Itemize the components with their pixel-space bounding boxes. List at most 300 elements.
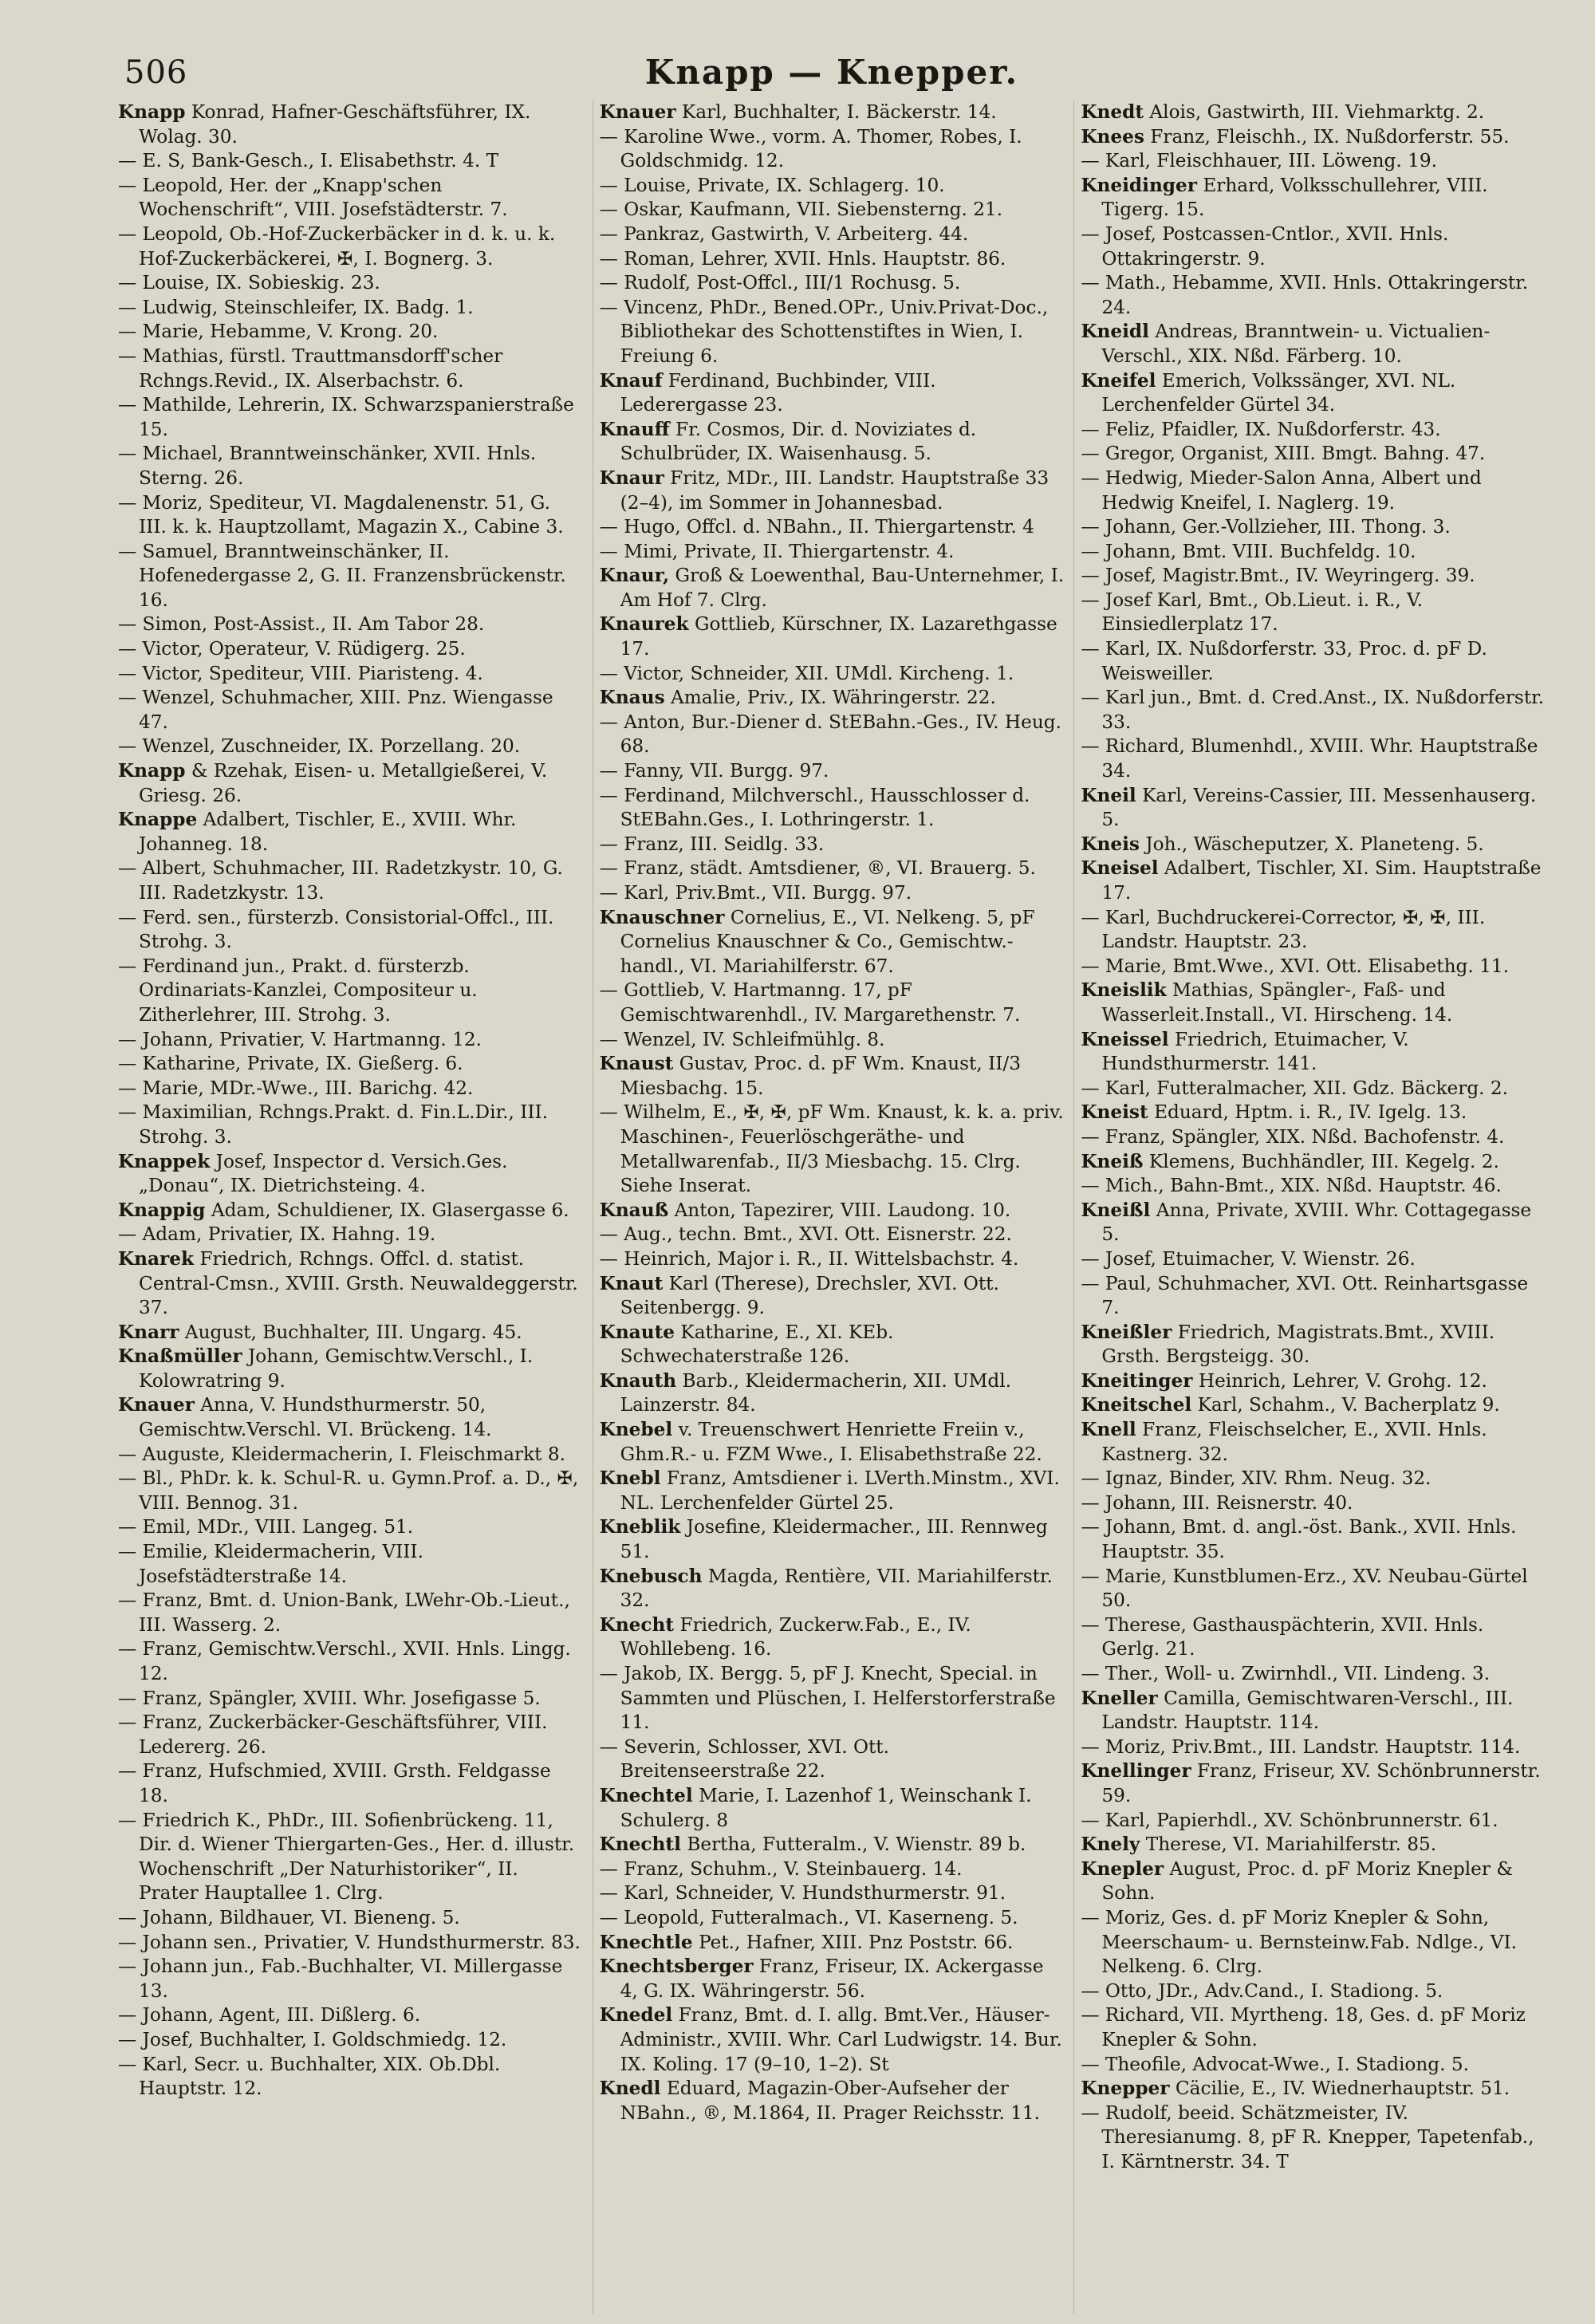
- entry-surname: Kneißler: [1081, 1321, 1172, 1343]
- entry-text: — Ther., Woll- u. Zwirnhdl., VII. Lindeng. 3.: [1081, 1663, 1491, 1684]
- entry-text: — Heinrich, Major i. R., II. Wittelsbachstr. 4.: [599, 1247, 1019, 1270]
- entry-surname: Knauß: [599, 1199, 669, 1221]
- entry-text: Franz, Friseur, IX. Ackergasse 4, G. IX. Währingerstr. 56.: [620, 1956, 1044, 2002]
- entry-text: — Hedwig, Mieder-Salon Anna, Albert und Hedwig Kneifel, I. Naglerg. 19.: [1081, 467, 1482, 514]
- running-head: Knapp — Knepper.: [644, 53, 1019, 92]
- column-left: [118, 100, 583, 2314]
- directory-entry: [600, 1223, 1065, 1247]
- entry-surname: Kneitinger: [1081, 1369, 1193, 1392]
- entry-surname: Knely: [1081, 1834, 1140, 1856]
- entry-text: — Leopold, Futteralmach., VI. Kaserneng. 5.: [599, 1906, 1018, 1928]
- entry-text: — Severin, Schlosser, XVI. Ott. Breitenseerstraße 22.: [599, 1735, 889, 1782]
- entry-text: — Auguste, Kleidermacherin, I. Fleischmarkt 8.: [118, 1443, 565, 1465]
- entry-text: — Johann, Privatier, V. Hartmanng. 12.: [118, 1028, 482, 1050]
- entry-text: — Ferdinand jun., Prakt. d. fürsterzb. Ordinariats-Kanzlei, Compositeur u. Zitherlehrer, III. Strohg. 3.: [118, 955, 478, 1026]
- entry-text: — Richard, Blumenhdl., XVIII. Whr. Hauptstraße 34.: [1081, 735, 1538, 782]
- entry-surname: Knauf: [599, 369, 663, 392]
- entry-surname: Kneiß: [1081, 1150, 1144, 1172]
- entry-surname: Kneislik: [1081, 979, 1167, 1002]
- entry-text: — Franz, Bmt. d. Union-Bank, LWehr-Ob.-Lieut., III. Wasserg. 2.: [118, 1589, 570, 1636]
- entry-surname: Kneissel: [1081, 1028, 1169, 1050]
- directory-entry: [118, 100, 583, 149]
- entry-text: Heinrich, Lehrer, V. Grohg. 12.: [1198, 1369, 1487, 1392]
- directory-entry: [600, 369, 1065, 418]
- directory-entry: [600, 2077, 1065, 2125]
- entry-surname: Knaur,: [599, 565, 670, 587]
- entry-text: — Karl, IX. Nußdorferstr. 33, Proc. d. pF D. Weisweiller.: [1081, 638, 1487, 684]
- entry-text: Franz, Fleischselcher, E., XVII. Hnls. Kastnerg. 32.: [1101, 1419, 1487, 1465]
- entry-text: — Karl jun., Bmt. d. Cred.Anst., IX. Nußdorferstr. 33.: [1081, 687, 1545, 733]
- entry-surname: Knarek: [118, 1247, 195, 1270]
- entry-surname: Kneißl: [1081, 1199, 1151, 1221]
- entry-text: Friedrich, Etuimacher, V. Hundsthurmerstr. 141.: [1101, 1028, 1409, 1075]
- entry-text: August, Proc. d. pF Moriz Knepler & Sohn.: [1101, 1857, 1514, 1904]
- entry-text: — Leopold, Ob.-Hof-Zuckerbäcker in d. k. u. k. Hof-Zuckerbäckerei, ✠, I. Bognerg. 3.: [118, 223, 556, 270]
- entry-text: — Hugo, Offcl. d. NBahn., II. Thiergartenstr. 4: [599, 516, 1034, 538]
- entry-text: — Samuel, Branntweinschänker, II. Hofenedergasse 2, G. II. Franzensbrückenstr. 16.: [118, 540, 566, 611]
- directory-entry: [1081, 1028, 1546, 1077]
- entry-text: Cornelius, E., VI. Nelkeng. 5, pF Cornelius Knauschner & Co., Gemischtw.-handl., VI. Mariahilferstr. 67.: [620, 906, 1035, 977]
- entry-text: Josef, Inspector d. Versich.Ges. „Donau“, IX. Dietrichsteing. 4.: [139, 1150, 508, 1197]
- entry-text: Andreas, Branntwein- u. Victualien-Verschl., XIX. Nßd. Färberg. 10.: [1101, 321, 1491, 367]
- directory-entry: [600, 1906, 1065, 1931]
- directory-entry: [600, 784, 1065, 833]
- directory-entry: [1081, 735, 1546, 783]
- entry-text: — Moriz, Spediteur, VI. Magdalenenstr. 51, G. III. k. k. Hauptzollamt, Magazin X., Cabine 3.: [118, 491, 564, 538]
- entry-surname: Knappek: [118, 1150, 211, 1172]
- entry-text: — Franz, Zuckerbäcker-Geschäftsführer, VIII. Ledererg. 26.: [118, 1711, 548, 1758]
- entry-surname: Knecht: [599, 1613, 675, 1636]
- entry-text: Katharine, E., XI. KEb. Schwechaterstraße 126.: [620, 1321, 894, 1368]
- entry-text: v. Treuenschwert Henriette Freiin v., Ghm.R.- u. FZM Wwe., I. Elisabethstraße 22.: [620, 1419, 1042, 1465]
- directory-entry: [600, 1101, 1065, 1198]
- entry-text: Konrad, Hafner-Geschäftsführer, IX. Wolag. 30.: [139, 101, 531, 148]
- entry-text: — Josef, Etuimacher, V. Wienstr. 26.: [1081, 1247, 1416, 1270]
- entry-text: — Richard, VII. Myrtheng. 18, Ges. d. pF Moriz Knepler & Sohn.: [1081, 2004, 1526, 2050]
- directory-entry: [1081, 1467, 1546, 1491]
- entry-text: Karl, Schahm., V. Bacherplatz 9.: [1197, 1394, 1500, 1416]
- entry-surname: Knaurek: [599, 613, 689, 636]
- directory-entry: [600, 1418, 1065, 1467]
- entry-text: — Roman, Lehrer, XVII. Hnls. Hauptstr. 86.: [599, 247, 1006, 270]
- columns: [118, 100, 1546, 2314]
- entry-surname: Knarr: [118, 1321, 179, 1343]
- entry-surname: Knaut: [599, 1272, 664, 1294]
- entry-text: Bertha, Futteralm., V. Wienstr. 89 b.: [687, 1834, 1026, 1856]
- entry-text: Joh., Wäscheputzer, X. Planeteng. 5.: [1145, 833, 1484, 855]
- entry-text: — Josef, Postcassen-Cntlor., XVII. Hnls. Ottakringerstr. 9.: [1081, 223, 1449, 270]
- entry-text: — Franz, städt. Amtsdiener, ®, VI. Brauerg. 5.: [599, 857, 1036, 880]
- entry-text: — Gregor, Organist, XIII. Bmgt. Bahng. 47.: [1081, 443, 1486, 465]
- entry-text: Gustav, Proc. d. pF Wm. Knaust, II/3 Miesbachg. 15.: [620, 1053, 1021, 1099]
- entry-text: Eduard, Magazin-Ober-Aufseher der NBahn., ®, M.1864, II. Prager Reichsstr. 11.: [620, 2078, 1040, 2124]
- entry-text: — Pankraz, Gastwirth, V. Arbeiterg. 44.: [599, 223, 969, 245]
- entry-text: — Moriz, Ges. d. pF Moriz Knepler & Sohn, Meerschaum- u. Bernsteinw.Fab. Ndlge., VI. Nelkeng. 6. Clrg.: [1081, 1906, 1518, 1978]
- entry-text: — Feliz, Pfaidler, IX. Nußdorferstr. 43.: [1081, 418, 1441, 440]
- entry-surname: Knechtle: [599, 1931, 693, 1953]
- directory-entry: [600, 1515, 1065, 1564]
- directory-entry: [600, 418, 1065, 467]
- directory-entry: [600, 1369, 1065, 1418]
- directory-entry: [118, 174, 583, 223]
- entry-surname: Knebl: [599, 1467, 661, 1490]
- entry-text: Anton, Tapezirer, VIII. Laudong. 10.: [674, 1199, 1011, 1221]
- entry-text: Cäcilie, E., IV. Wiednerhauptstr. 51.: [1175, 2078, 1510, 2100]
- entry-text: Adalbert, Tischler, E., XVIII. Whr. Johanneg. 18.: [139, 809, 517, 855]
- entry-text: — Anton, Bur.-Diener d. StEBahn.-Ges., IV. Heug. 68.: [599, 711, 1062, 758]
- entry-text: Eduard, Hptm. i. R., IV. Igelg. 13.: [1154, 1101, 1467, 1124]
- entry-text: Franz, Friseur, XV. Schönbrunnerstr. 59.: [1101, 1760, 1541, 1806]
- directory-entry: [600, 1857, 1065, 1882]
- directory-entry: [118, 2028, 583, 2053]
- directory-entry: [600, 711, 1065, 759]
- directory-entry: [1081, 174, 1546, 223]
- entry-text: — Fanny, VII. Burgg. 97.: [599, 760, 829, 782]
- directory-entry: [1081, 1906, 1546, 1979]
- entry-surname: Knaur: [599, 467, 664, 489]
- entry-surname: Kneidl: [1081, 321, 1149, 343]
- entry-surname: Knauer: [118, 1394, 195, 1416]
- directory-entry: [118, 1589, 583, 1637]
- entry-surname: Kneisel: [1081, 857, 1159, 880]
- directory-entry: [1081, 1247, 1546, 1272]
- entry-text: — Karl, Fleischhauer, III. Löweng. 19.: [1081, 150, 1437, 172]
- entry-text: — Emilie, Kleidermacherin, VIII. Josefstädterstraße 14.: [118, 1541, 423, 1587]
- directory-entry: [118, 1955, 583, 2003]
- directory-entry: [600, 1784, 1065, 1833]
- entry-text: — Victor, Schneider, XII. UMdl. Kircheng. 1.: [599, 662, 1014, 684]
- directory-entry: [600, 467, 1065, 515]
- entry-text: Friedrich, Rchngs. Offcl. d. statist. Central-Cmsn., XVIII. Grsth. Neuwaldeggerstr. 37.: [139, 1247, 578, 1319]
- directory-entry: [1081, 2053, 1546, 2078]
- directory-entry: [1081, 1833, 1546, 1857]
- entry-text: — Vincenz, PhDr., Bened.OPr., Univ.Privat-Doc., Bibliothekar des Schottenstiftes in Wien, I. Freiung 6.: [599, 296, 1049, 367]
- entry-text: — Theofile, Advocat-Wwe., I. Stadiong. 5.: [1081, 2053, 1469, 2075]
- directory-entry: [600, 857, 1065, 881]
- directory-entry: [600, 174, 1065, 199]
- column-middle: [593, 100, 1065, 2314]
- directory-entry: [118, 1345, 583, 1393]
- entry-text: — Gottlieb, V. Hartmanng. 17, pF Gemischtwarenhdl., IV. Margarethenstr. 7.: [599, 979, 1021, 1026]
- directory-entry: [1081, 955, 1546, 979]
- entry-text: — Michael, Branntweinschänker, XVII. Hnls. Sterng. 26.: [118, 443, 537, 489]
- directory-entry: [1081, 149, 1546, 174]
- directory-entry: [118, 540, 583, 613]
- entry-surname: Knauth: [599, 1369, 677, 1392]
- directory-entry: [1081, 1077, 1546, 1101]
- entry-text: — Friedrich K., PhDr., III. Sofienbrückeng. 11, Dir. d. Wiener Thiergarten-Ges., Her. d. illustr. Wochenschrift „Der Naturhistoriker“, II. Prater Hauptallee 1. Clrg.: [118, 1809, 575, 1904]
- directory-entry: [118, 1467, 583, 1515]
- directory-entry: [1081, 857, 1546, 905]
- directory-entry: [600, 540, 1065, 565]
- entry-text: — Wenzel, IV. Schleifmühlg. 8.: [599, 1028, 885, 1050]
- entry-text: — Louise, IX. Sobieskig. 23.: [118, 272, 380, 294]
- page-number: 506: [124, 54, 188, 91]
- directory-entry: [118, 1637, 583, 1686]
- directory-entry: [600, 515, 1065, 540]
- entry-text: Adam, Schuldiener, IX. Glasergasse 6.: [211, 1199, 569, 1221]
- directory-entry: [118, 223, 583, 271]
- entry-text: — Albert, Schuhmacher, III. Radetzkystr. 10, G. III. Radetzkystr. 13.: [118, 857, 563, 904]
- entry-surname: Knaute: [599, 1321, 675, 1343]
- directory-entry: [1081, 1515, 1546, 1564]
- entry-text: — Karl, Schneider, V. Hundsthurmerstr. 91.: [599, 1882, 1006, 1904]
- directory-entry: [118, 1247, 583, 1321]
- directory-entry: [118, 857, 583, 905]
- directory-entry: [118, 1711, 583, 1759]
- directory-entry: [600, 979, 1065, 1027]
- entry-surname: Knapp: [118, 101, 186, 123]
- directory-entry: [600, 2003, 1065, 2077]
- directory-entry: [118, 686, 583, 735]
- entry-text: — Louise, Private, IX. Schlagerg. 10.: [599, 174, 945, 196]
- entry-text: — Ludwig, Steinschleifer, IX. Badg. 1.: [118, 296, 474, 318]
- entry-text: — Victor, Spediteur, VIII. Piaristeng. 4.: [118, 662, 483, 684]
- entry-text: — Marie, Kunstblumen-Erz., XV. Neubau-Gürtel 50.: [1081, 1565, 1528, 1612]
- entry-text: Therese, VI. Mariahilferstr. 85.: [1145, 1834, 1437, 1856]
- entry-text: — Johann sen., Privatier, V. Hundsthurmerstr. 83.: [118, 1931, 581, 1953]
- entry-text: — Franz, III. Seidlg. 33.: [599, 833, 825, 855]
- directory-entry: [600, 1467, 1065, 1515]
- directory-entry: [118, 1540, 583, 1589]
- directory-entry: [600, 1931, 1065, 1956]
- entry-surname: Knees: [1081, 125, 1144, 148]
- directory-entry: [1081, 1735, 1546, 1760]
- directory-entry: [118, 393, 583, 442]
- entry-surname: Kneitschel: [1081, 1394, 1192, 1416]
- entry-text: — Mathias, fürstl. Trauttmansdorff'scher Rchngs.Revid., IX. Alserbachstr. 6.: [118, 345, 503, 392]
- directory-entry: [1081, 100, 1546, 125]
- directory-entry: [118, 1759, 583, 1808]
- directory-entry: [118, 1809, 583, 1906]
- entry-text: — Karl, Papierhdl., XV. Schönbrunnerstr. 61.: [1081, 1809, 1499, 1831]
- entry-text: Fritz, MDr., III. Landstr. Hauptstraße 33 (2–4), im Sommer in Johannesbad.: [620, 467, 1050, 514]
- entry-text: — Mich., Bahn-Bmt., XIX. Nßd. Hauptstr. 46.: [1081, 1175, 1502, 1197]
- entry-text: Ferdinand, Buchbinder, VIII. Lederergasse 23.: [620, 369, 936, 416]
- entry-text: — Otto, JDr., Adv.Cand., I. Stadiong. 5.: [1081, 1979, 1443, 2002]
- entry-text: — Johann jun., Fab.-Buchhalter, VI. Millergasse 13.: [118, 1956, 563, 2002]
- entry-text: — Josef, Magistr.Bmt., IV. Weyringerg. 39.: [1081, 565, 1475, 587]
- directory-entry: [1081, 564, 1546, 589]
- entry-text: — Ignaz, Binder, XIV. Rhm. Neug. 32.: [1081, 1467, 1432, 1490]
- entry-text: August, Buchhalter, III. Ungarg. 45.: [184, 1321, 522, 1343]
- entry-text: Johann, Gemischtw.Verschl., I. Kolowratring 9.: [139, 1345, 534, 1392]
- entry-text: Alois, Gastwirth, III. Viehmarktg. 2.: [1149, 101, 1485, 123]
- entry-text: — Johann, Bmt. VIII. Buchfeldg. 10.: [1081, 540, 1416, 562]
- entry-text: — Math., Hebamme, XVII. Hnls. Ottakringerstr. 24.: [1081, 272, 1529, 318]
- directory-entry: [118, 1321, 583, 1345]
- entry-surname: Knechtsberger: [599, 1956, 754, 1978]
- directory-entry: [600, 1321, 1065, 1369]
- entry-text: Karl, Vereins-Cassier, III. Messenhauserg. 5.: [1101, 784, 1537, 831]
- directory-entry: [118, 1199, 583, 1223]
- entry-text: — Wenzel, Schuhmacher, XIII. Pnz. Wiengasse 47.: [118, 687, 553, 733]
- entry-text: Barb., Kleidermacherin, XII. UMdl. Lainzerstr. 84.: [620, 1369, 1012, 1416]
- entry-text: — Leopold, Her. der „Knapp'schen Wochenschrift“, VIII. Josefstädterstr. 7.: [118, 174, 508, 221]
- directory-entry: [1081, 784, 1546, 833]
- entry-text: Magda, Rentière, VII. Mariahilferstr. 32.: [620, 1565, 1053, 1612]
- entry-text: Karl, Buchhalter, I. Bäckerstr. 14.: [681, 101, 997, 123]
- directory-entry: [118, 149, 583, 174]
- directory-entry: [1081, 1613, 1546, 1662]
- entry-surname: Knappe: [118, 809, 198, 831]
- entry-surname: Knedt: [1081, 101, 1144, 123]
- entry-text: Marie, I. Lazenhof 1, Weinschank I. Schulerg. 8: [620, 1784, 1032, 1831]
- directory-entry: [600, 100, 1065, 125]
- directory-entry: [118, 1223, 583, 1247]
- directory-entry: [600, 613, 1065, 661]
- directory-entry: [1081, 369, 1546, 418]
- column-right: [1073, 100, 1546, 2314]
- directory-entry: [1081, 1199, 1546, 1247]
- entry-text: Gottlieb, Kürschner, IX. Lazarethgasse 17.: [620, 613, 1057, 660]
- directory-entry: [1081, 1491, 1546, 1516]
- entry-surname: Kneist: [1081, 1101, 1148, 1124]
- directory-entry: [118, 735, 583, 759]
- directory-entry: [600, 662, 1065, 687]
- directory-entry: [1081, 1150, 1546, 1175]
- directory-entry: [600, 1735, 1065, 1784]
- directory-entry: [1081, 1662, 1546, 1687]
- entry-surname: Knellinger: [1081, 1760, 1191, 1782]
- directory-entry: [600, 564, 1065, 613]
- entry-text: — Katharine, Private, IX. Gießerg. 6.: [118, 1053, 463, 1075]
- entry-surname: Knepper: [1081, 2078, 1170, 2100]
- directory-entry: [600, 1272, 1065, 1321]
- entry-text: Franz, Amtsdiener i. LVerth.Minstm., XVI. NL. Lerchenfelder Gürtel 25.: [620, 1467, 1060, 1514]
- entry-text: — Franz, Schuhm., V. Steinbauerg. 14.: [599, 1857, 963, 1880]
- directory-entry: [1081, 223, 1546, 271]
- entry-text: Pet., Hafner, XIII. Pnz Poststr. 66.: [699, 1931, 1014, 1953]
- directory-entry: [118, 442, 583, 490]
- entry-text: Karl (Therese), Drechsler, XVI. Ott. Seitenbergg. 9.: [620, 1272, 999, 1319]
- entry-text: Josefine, Kleidermacher., III. Rennweg 51.: [620, 1516, 1048, 1563]
- entry-text: — Johann, III. Reisnerstr. 40.: [1081, 1491, 1353, 1514]
- entry-text: — Marie, Bmt.Wwe., XVI. Ott. Elisabethg. 11.: [1081, 955, 1509, 977]
- entry-text: Adalbert, Tischler, XI. Sim. Hauptstraße 17.: [1101, 857, 1542, 904]
- entry-text: — Oskar, Kaufmann, VII. Siebensterng. 21.: [599, 199, 1003, 221]
- directory-entry: [1081, 1687, 1546, 1735]
- entry-surname: Kneifel: [1081, 369, 1156, 392]
- directory-entry: [600, 223, 1065, 247]
- directory-entry: [1081, 1321, 1546, 1369]
- directory-entry: [600, 1955, 1065, 2003]
- entry-text: — Karl, Futteralmacher, XII. Gdz. Bäckerg. 2.: [1081, 1077, 1509, 1099]
- entry-text: — Rudolf, beeid. Schätzmeister, IV. Theresianumg. 8, pF R. Knepper, Tapetenfab., I. Kärntnerstr. 34. T: [1081, 2101, 1534, 2172]
- directory-entry: [1081, 1174, 1546, 1199]
- directory-entry: [1081, 906, 1546, 955]
- directory-entry: [118, 2053, 583, 2101]
- directory-entry: [118, 1687, 583, 1711]
- entry-surname: Kneller: [1081, 1687, 1158, 1709]
- entry-surname: Knebusch: [599, 1565, 703, 1587]
- entry-text: — Karl, Buchdruckerei-Corrector, ✠, ✠, III. Landstr. Hauptstr. 23.: [1081, 906, 1486, 953]
- entry-surname: Knauer: [599, 101, 676, 123]
- directory-entry: [600, 686, 1065, 711]
- entry-surname: Knaßmüller: [118, 1345, 242, 1368]
- entry-surname: Knapp: [118, 760, 186, 782]
- entry-surname: Kneis: [1081, 833, 1140, 855]
- directory-entry: [1081, 515, 1546, 540]
- directory-entry: [118, 906, 583, 955]
- directory-entry: [1081, 1565, 1546, 1613]
- directory-entry: [600, 1833, 1065, 1857]
- directory-entry: [1081, 1125, 1546, 1150]
- directory-entry: [1081, 686, 1546, 735]
- entry-surname: Kneblik: [599, 1516, 681, 1538]
- entry-text: — Johann, Ger.-Vollzieher, III. Thong. 3.: [1081, 516, 1451, 538]
- entry-text: Erhard, Volksschullehrer, VIII. Tigerg. 15.: [1101, 174, 1488, 221]
- directory-entry: [1081, 1979, 1546, 2004]
- directory-entry: [600, 125, 1065, 174]
- entry-surname: Knebel: [599, 1419, 673, 1441]
- entry-surname: Knechtel: [599, 1784, 693, 1806]
- directory-entry: [1081, 320, 1546, 368]
- entry-text: — Josef Karl, Bmt., Ob.Lieut. i. R., V. Einsiedlerplatz 17.: [1081, 589, 1424, 636]
- directory-entry: [1081, 418, 1546, 443]
- directory-entry: [1081, 1393, 1546, 1418]
- directory-entry: [1081, 2101, 1546, 2175]
- entry-text: — Ferdinand, Milchverschl., Hausschlosser d. StEBahn.Ges., I. Lothringerstr. 1.: [599, 784, 1030, 831]
- directory-entry: [118, 759, 583, 808]
- entry-surname: Knell: [1081, 1419, 1136, 1441]
- directory-entry: [600, 906, 1065, 979]
- directory-entry: [600, 1881, 1065, 1906]
- entry-text: — Wenzel, Zuschneider, IX. Porzellang. 20.: [118, 735, 521, 758]
- directory-entry: [118, 1101, 583, 1149]
- directory-entry: [118, 1077, 583, 1101]
- directory-entry: [1081, 442, 1546, 467]
- directory-entry: [118, 1028, 583, 1053]
- entry-text: — Marie, MDr.-Wwe., III. Barichg. 42.: [118, 1077, 474, 1099]
- directory-entry: [1081, 2077, 1546, 2101]
- entry-text: — Mimi, Private, II. Thiergartenstr. 4.: [599, 540, 955, 562]
- entry-text: — Simon, Post-Assist., II. Am Tabor 28.: [118, 613, 485, 636]
- directory-entry: [1081, 125, 1546, 150]
- entry-text: Friedrich, Magistrats.Bmt., XVIII. Grsth. Bergsteigg. 30.: [1101, 1321, 1495, 1368]
- directory-entry: [600, 271, 1065, 296]
- entry-text: Anna, Private, XVIII. Whr. Cottagegasse 5.: [1101, 1199, 1532, 1246]
- entry-surname: Kneil: [1081, 784, 1136, 806]
- directory-entry: [600, 1028, 1065, 1053]
- directory-entry: [118, 491, 583, 540]
- entry-text: — Ferd. sen., fürsterzb. Consistorial-Offcl., III. Strohg. 3.: [118, 906, 554, 953]
- directory-entry: [118, 613, 583, 637]
- page-header: [118, 49, 1546, 97]
- entry-text: — Wilhelm, E., ✠, ✠, pF Wm. Knaust, k. k. a. priv. Maschinen-, Feuerlöschgeräthe- und Metallwarenfab., II/3 Miesbachg. 15. Clrg. Siehe Inserat.: [599, 1101, 1064, 1197]
- entry-surname: Kneidinger: [1081, 174, 1197, 196]
- directory-entry: [1081, 1857, 1546, 1906]
- directory-entry: [118, 1906, 583, 1931]
- directory-entry: [118, 1052, 583, 1077]
- directory-entry: [118, 662, 583, 687]
- entry-text: — Mathilde, Lehrerin, IX. Schwarzspanierstraße 15.: [118, 394, 574, 440]
- entry-text: — Therese, Gasthauspächterin, XVII. Hnls. Gerlg. 21.: [1081, 1613, 1484, 1660]
- entry-text: — Franz, Spängler, XVIII. Whr. Josefigasse 5.: [118, 1687, 541, 1709]
- entry-text: Camilla, Gemischtwaren-Verschl., III. Landstr. Hauptstr. 114.: [1101, 1687, 1514, 1734]
- directory-entry: [118, 637, 583, 662]
- directory-entry: [1081, 271, 1546, 320]
- directory-entry: [118, 320, 583, 345]
- entry-text: — Karl, Secr. u. Buchhalter, XIX. Ob.Dbl. Hauptstr. 12.: [118, 2053, 501, 2100]
- entry-text: Emerich, Volkssänger, XVI. NL. Lerchenfelder Gürtel 34.: [1101, 369, 1456, 416]
- directory-entry: [118, 808, 583, 857]
- entry-surname: Knepler: [1081, 1857, 1164, 1880]
- entry-text: Amalie, Priv., IX. Währingerstr. 22.: [671, 687, 996, 709]
- entry-surname: Knauschner: [599, 906, 725, 928]
- directory-entry: [600, 1565, 1065, 1613]
- directory-entry: [1081, 1272, 1546, 1321]
